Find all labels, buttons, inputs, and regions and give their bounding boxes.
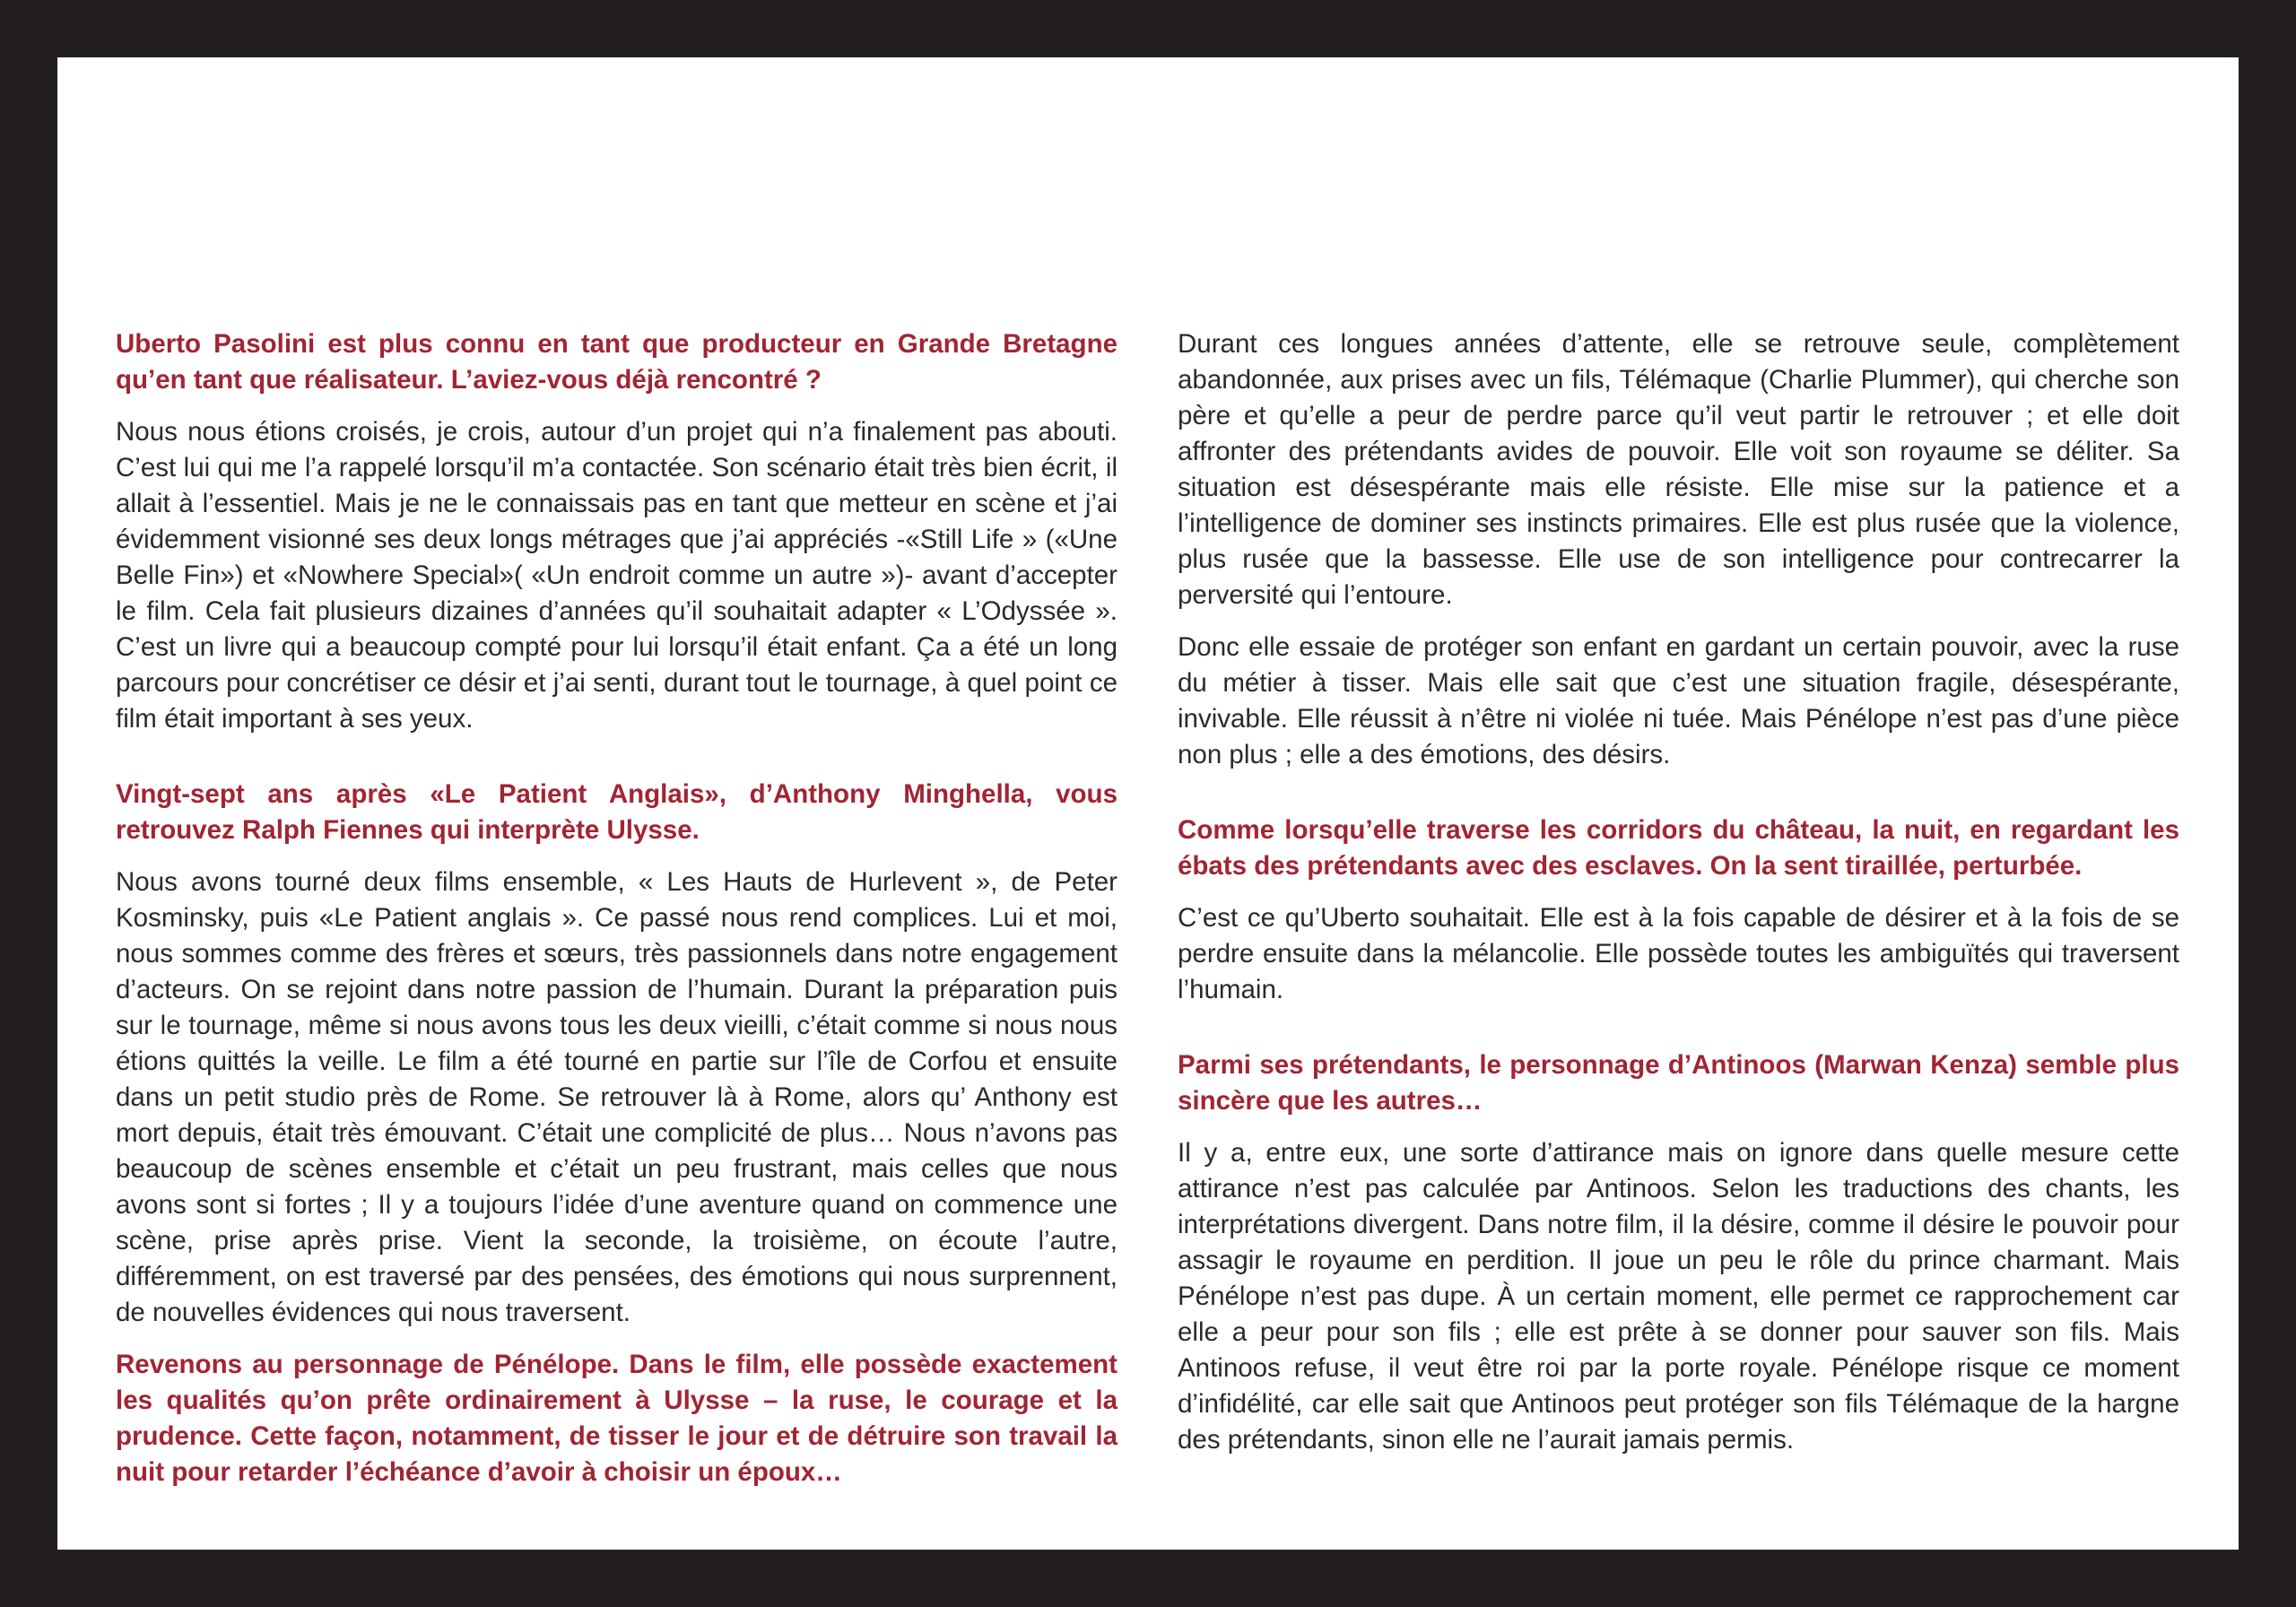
answer-paragraph: Donc elle essaie de protéger son enfant en gardant un certain pouvoir, avec la ruse du métier à tisser. Mais elle sait que c’est une situation fragile, désespérante, invivable. Elle réussit à n’être ni violée ni tuée. Mais Pénélope n’est pas d’une pièce non plus ; elle a des émotions, des désirs.	[1178, 632, 2179, 769]
answer-paragraph: Il y a, entre eux, une sorte d’attirance mais on ignore dans quelle mesure cette attirance n’est pas calculée par Antinoos. Selon les traductions des chants, les interprétations divergent. Dans notre film, il la désire, comme il désire le pouvoir pour assagir le royaume en perdition. Il joue un peu le rôle du prince charmant. Mais Pénélope n’est pas dupe. À un certain moment, elle permet ce rapprochement car elle a peur pour son fils ; elle est prête à se donner pour sauver son fils. Mais Antinoos refuse, il veut être roi par la porte royale. Pénélope risque ce moment d’infidélité, car elle sait que Antinoos peut protéger son fils Télémaque de la hargne des prétendants, sinon elle ne l’aurait jamais permis.	[1178, 1138, 2179, 1455]
answer-paragraph: Nous nous étions croisés, je crois, autour d’un projet qui n’a finalement pas abouti. C’est lui qui me l’a rappelé lorsqu’il m’a contactée. Son scénario était très bien écrit, il allait à l’essentiel. Mais je ne le connaissais pas en tant que metteur en scène et j’ai évidemment visionné ses deux longs métrages que j’ai appréciés -«Still Life » («Une Belle Fin») et «Nowhere Special»( «Un endroit comme un autre »)- avant d’accepter le film. Cela fait plusieurs dizaines d’années qu’il souhaitait adapter « L’Odyssée ». C’est un livre qui a beaucoup compté pour lui lorsqu’il était enfant. Ça a été un long parcours pour concrétiser ce désir et j’ai senti, durant tout le tournage, à quel point ce film était important à ses yeux.	[116, 417, 1118, 734]
document-page	[57, 57, 2239, 1550]
question-heading: Revenons au personnage de Pénélope. Dans le film, elle possède exactement les qualités qu’on prête ordinairement à Ulysse – la ruse, le courage et la prudence. Cette façon, notamment, de tisser le jour et de détruire son travail la nuit pour retarder l’échéance d’avoir à choisir un époux…	[116, 1350, 1118, 1487]
right-column	[1178, 326, 2179, 1474]
question-heading: Vingt-sept ans après «Le Patient Anglais», d’Anthony Minghella, vous retrouvez Ralph Fiennes qui interprète Ulysse.	[116, 779, 1118, 845]
question-heading: Uberto Pasolini est plus connu en tant que producteur en Grande Bretagne qu’en tant que réalisateur. L’aviez-vous déjà rencontré ?	[116, 329, 1118, 395]
question-heading: Parmi ses prétendants, le personnage d’Antinoos (Marwan Kenza) semble plus sincère que les autres…	[1178, 1050, 2179, 1116]
answer-paragraph: Nous avons tourné deux films ensemble, « Les Hauts de Hurlevent », de Peter Kosminsky, puis «Le Patient anglais ». Ce passé nous rend complices. Lui et moi, nous sommes comme des frères et sœurs, très passionnels dans notre engagement d’acteurs. On se rejoint dans notre passion de l’humain. Durant la préparation puis sur le tournage, même si nous avons tous les deux vieilli, c’était comme si nous nous étions quittés la veille. Le film a été tourné en partie sur l’île de Corfou et ensuite dans un petit studio près de Rome. Se retrouver là à Rome, alors qu’ Anthony est mort depuis, était très émouvant. C’était une complicité de plus… Nous n’avons pas beaucoup de scènes ensemble et c’était un peu frustrant, mais celles que nous avons sont si fortes ; Il y a toujours l’idée d’une aventure quand on commence une scène, prise après prise. Vient la seconde, la troisième, on écoute l’autre, différemment, on est traversé par des pensées, des émotions qui nous surprennent, de nouvelles évidences qui nous traversent.	[116, 867, 1118, 1327]
left-column	[116, 326, 1118, 1507]
answer-paragraph: Durant ces longues années d’attente, elle se retrouve seule, complètement abandonnée, aux prises avec un fils, Télémaque (Charlie Plummer), qui cherche son père et qu’elle a peur de perdre parce qu’il veut partir le retrouver ; et elle doit affronter des prétendants avides de pouvoir. Elle voit son royaume se déliter. Sa situation est désespérante mais elle résiste. Elle mise sur la patience et a l’intelligence de dominer ses instincts primaires. Elle est plus rusée que la violence, plus rusée que la bassesse. Elle use de son intelligence pour contrecarrer la perversité qui l’entoure.	[1178, 329, 2179, 610]
question-heading: Comme lorsqu’elle traverse les corridors du château, la nuit, en regardant les ébats des prétendants avec des esclaves. On la sent tiraillée, perturbée.	[1178, 815, 2179, 881]
answer-paragraph: C’est ce qu’Uberto souhaitait. Elle est à la fois capable de désirer et à la fois de se perdre ensuite dans la mélancolie. Elle possède toutes les ambiguïtés qui traversent l’humain.	[1178, 903, 2179, 1004]
